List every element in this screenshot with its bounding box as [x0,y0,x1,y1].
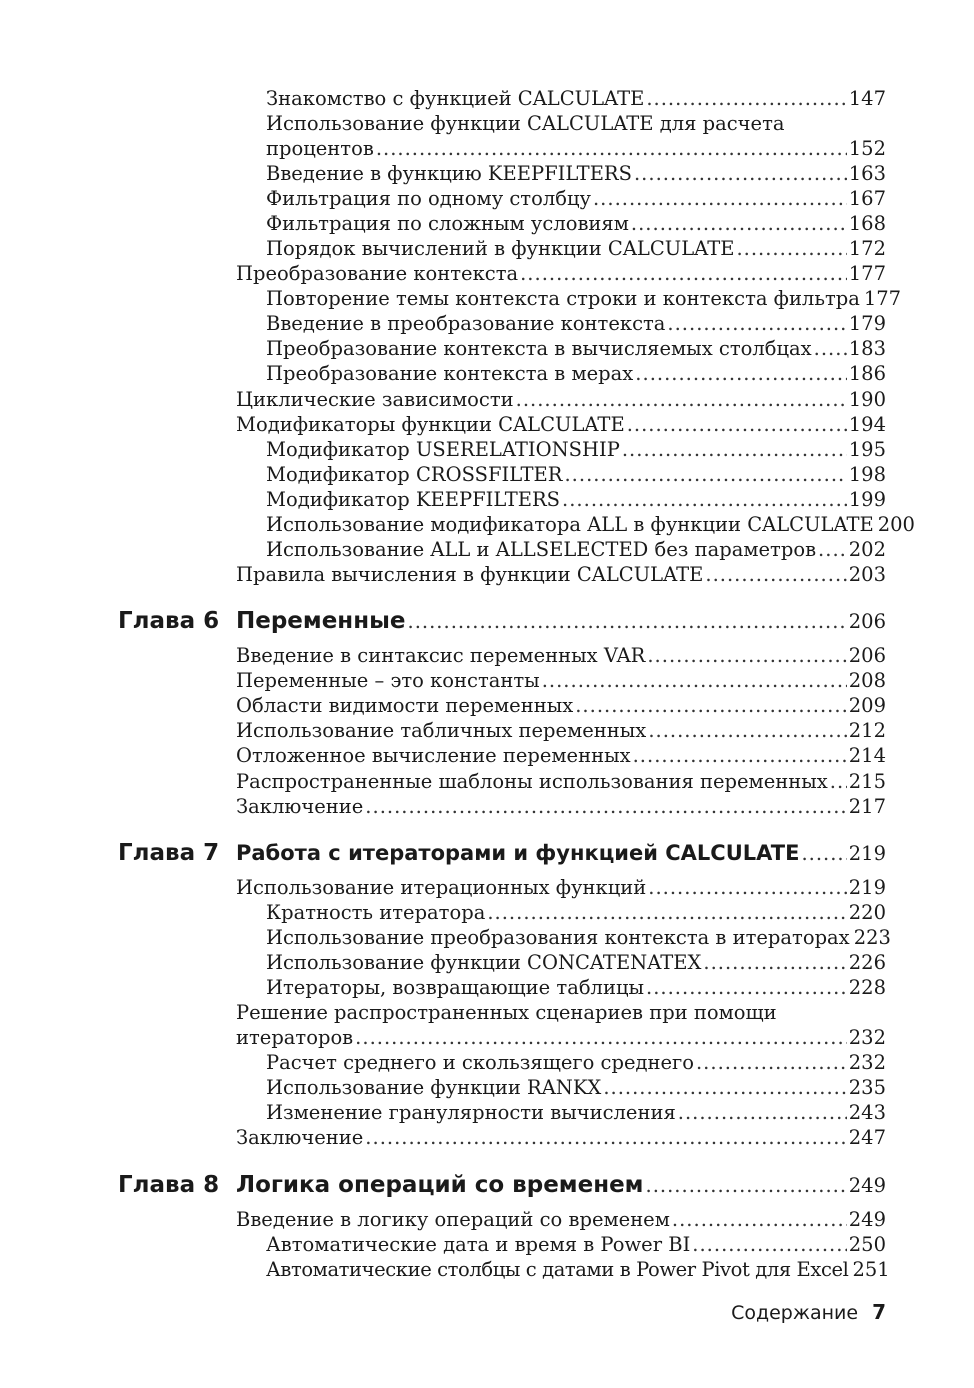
footer-label: Содержание [731,1302,859,1324]
dot-leader [520,261,847,286]
entry-title: Порядок вычислений в функции CALCULATE [266,237,735,260]
dot-leader [646,86,846,111]
entry-title: Использование табличных переменных [236,719,647,742]
toc-entry [266,136,886,161]
entry-title: Введение в преобразование контекста [266,312,666,335]
entry-title: Правила вычисления в функции CALCULATE [236,563,704,586]
chapter-page: 249 [848,1174,886,1197]
toc-entry [236,794,886,819]
dot-leader [593,186,847,211]
entry-title: Использование модификатора ALL в функции CALCULATE [266,513,874,536]
entry-title: Фильтрация по одному столбцу [266,187,591,210]
entry-page: 243 [848,1101,886,1124]
entry-page: 177 [848,262,886,285]
toc-entry [266,462,886,487]
entry-page: 206 [848,644,886,667]
entry-page: 172 [848,237,886,260]
toc-entry [236,693,886,718]
entry-title: Использование преобразования контекста в итераторах [266,926,850,949]
toc-entry [236,387,886,412]
dot-leader [646,1174,847,1197]
entry-page: 152 [848,137,886,160]
entry-title: Знакомство с функцией CALCULATE [266,87,645,110]
toc-entry [266,1100,886,1125]
entry-page: 235 [848,1076,886,1099]
entry-title: Введение в синтаксис переменных VAR [236,644,646,667]
toc-entry [266,86,886,111]
chapter-heading-8 [118,1172,886,1204]
entry-title: итераторов [236,1026,354,1049]
entry-title: Преобразование контекста [236,262,519,285]
entry-page: 198 [848,463,886,486]
toc-entry [236,412,886,437]
entry-page: 217 [848,795,886,818]
toc-entry [266,161,886,186]
entry-title: Автоматические дата и время в Power BI [266,1233,691,1256]
entry-title: Модификатор CROSSFILTER [266,463,563,486]
entry-title-line1: Использование функции CALCULATE для расчета [266,112,785,135]
toc-entry [266,1232,886,1257]
chapter-heading-6 [118,608,886,640]
entry-title: Итераторы, возвращающие таблицы [266,976,645,999]
entry-page: 186 [848,362,886,385]
dot-leader [705,562,846,587]
dot-leader [634,161,847,186]
entry-title: Использование ALL и ALLSELECTED без параметров [266,538,817,561]
entry-page: 232 [848,1026,886,1049]
dot-leader [648,875,847,900]
dot-leader [635,361,846,386]
entry-title: Автоматические столбцы с датами в Power Pivot для Excel [266,1258,849,1281]
dot-leader [408,610,847,633]
toc-entry [236,1025,886,1050]
entry-page: 219 [848,876,886,899]
toc-entry [236,718,886,743]
toc-entry [266,311,886,336]
entry-page: 200 [877,513,915,536]
entry-page: 249 [848,1208,886,1231]
dot-leader [516,387,847,412]
entry-title: Введение в логику операций со временем [236,1208,670,1231]
dot-leader [801,842,846,865]
toc-entry [236,769,886,794]
toc-entry [266,1257,890,1282]
toc-entry [236,875,886,900]
dot-leader [672,1207,847,1232]
entry-title: Повторение темы контекста строки и контекста фильтра [266,287,860,310]
toc-entry [236,1125,886,1150]
toc-entry [266,975,886,1000]
chapter-heading-7 [118,840,886,872]
toc-entry [266,211,886,236]
dot-leader [487,900,846,925]
toc-entry [266,925,891,950]
entry-page: 194 [848,413,886,436]
chapter-title: Логика операций со временем [236,1172,644,1198]
entry-title: Фильтрация по сложным условиям [266,212,629,235]
entry-title: Модификатор USERELATIONSHIP [266,438,620,461]
entry-page: 247 [848,1126,886,1149]
entry-page: 168 [848,212,886,235]
entry-page: 214 [848,744,886,767]
entry-title: Изменение гранулярности вычисления [266,1101,676,1124]
dot-leader [562,487,847,512]
dot-leader [542,668,847,693]
entry-page: 190 [848,388,886,411]
toc-entry [236,743,886,768]
toc-entry [236,1207,886,1232]
dot-leader [736,236,846,261]
dot-leader [622,437,847,462]
entry-page: 202 [848,538,886,561]
entry-title: Расчет среднего и скользящего среднего [266,1051,694,1074]
chapter-label: Глава 7 [118,840,220,866]
dot-leader [646,975,847,1000]
chapter-label: Глава 8 [118,1172,220,1198]
toc-entry [266,1050,886,1075]
page-footer [731,1300,886,1328]
dot-leader [376,136,847,161]
toc-entry [266,361,886,386]
dot-leader [647,643,846,668]
dot-leader [564,462,846,487]
dot-leader [830,769,847,794]
chapter-title: Работа с итераторами и функцией CALCULATE [236,841,800,865]
chapter-title: Переменные [236,608,406,634]
toc-entry [266,186,886,211]
dot-leader [667,311,846,336]
entry-title: Модификатор KEEPFILTERS [266,488,561,511]
entry-page: 195 [848,438,886,461]
entry-page: 183 [848,337,886,360]
chapter-label: Глава 6 [118,608,220,634]
entry-title: Распространенные шаблоны использования переменных [236,770,828,793]
entry-page: 199 [848,488,886,511]
dot-leader [575,693,847,718]
dot-leader [627,412,847,437]
toc-entry [266,950,886,975]
toc-entry [266,336,886,361]
entry-title: Заключение [236,1126,364,1149]
dot-leader [633,743,847,768]
entry-page: 223 [853,926,891,949]
entry-page: 208 [848,669,886,692]
entry-page: 250 [848,1233,886,1256]
entry-page: 167 [848,187,886,210]
entry-page: 177 [863,287,902,310]
entry-title: Использование функции RANKX [266,1076,602,1099]
dot-leader [365,794,846,819]
dot-leader [678,1100,847,1125]
entry-title: Отложенное вычисление переменных [236,744,631,767]
chapter-page: 219 [848,842,886,865]
entry-title: Переменные – это константы [236,669,540,692]
entry-page: 232 [848,1051,886,1074]
entry-page: 147 [848,87,886,110]
dot-leader [355,1025,847,1050]
dot-leader [648,718,846,743]
entry-title: Области видимости переменных [236,694,574,717]
entry-title: Использование функции CONCATENATEX [266,951,702,974]
entry-page: 212 [848,719,886,742]
dot-leader [818,537,847,562]
entry-page: 251 [852,1258,890,1281]
dot-leader [814,336,847,361]
dot-leader [631,211,847,236]
entry-page: 228 [848,976,886,999]
toc-entry [266,236,886,261]
entry-title: Преобразование контекста в мерах [266,362,634,385]
entry-page: 215 [848,770,886,793]
toc-entry [266,1075,886,1100]
entry-title: Модификаторы функции CALCULATE [236,413,625,436]
toc-entry [236,668,886,693]
toc-entry [266,286,902,311]
toc-entry [266,537,886,562]
dot-leader [603,1075,846,1100]
dot-leader [703,950,846,975]
page-number: 7 [872,1300,886,1324]
dot-leader [692,1232,846,1257]
dot-leader [696,1050,847,1075]
entry-title: Циклические зависимости [236,388,514,411]
entry-title: Использование итерационных функций [236,876,647,899]
toc-entry [236,643,886,668]
entry-page: 179 [848,312,886,335]
toc-entry [236,562,886,587]
entry-title: Преобразование контекста в вычисляемых столбцах [266,337,812,360]
toc-entry [236,261,886,286]
entry-page: 209 [848,694,886,717]
entry-title-line1: Решение распространенных сценариев при помощи [236,1001,777,1024]
entry-page: 226 [848,951,886,974]
entry-title: Кратность итератора [266,901,486,924]
toc-entry [266,437,886,462]
entry-page: 220 [848,901,886,924]
entry-title: Заключение [236,795,364,818]
chapter-page: 206 [848,610,886,633]
toc-entry [266,487,886,512]
toc-entry [266,900,886,925]
toc-entry [266,512,915,537]
dot-leader [365,1125,846,1150]
entry-title: Введение в функцию KEEPFILTERS [266,162,632,185]
entry-page: 163 [848,162,886,185]
entry-page: 203 [848,563,886,586]
entry-title: процентов [266,137,374,160]
